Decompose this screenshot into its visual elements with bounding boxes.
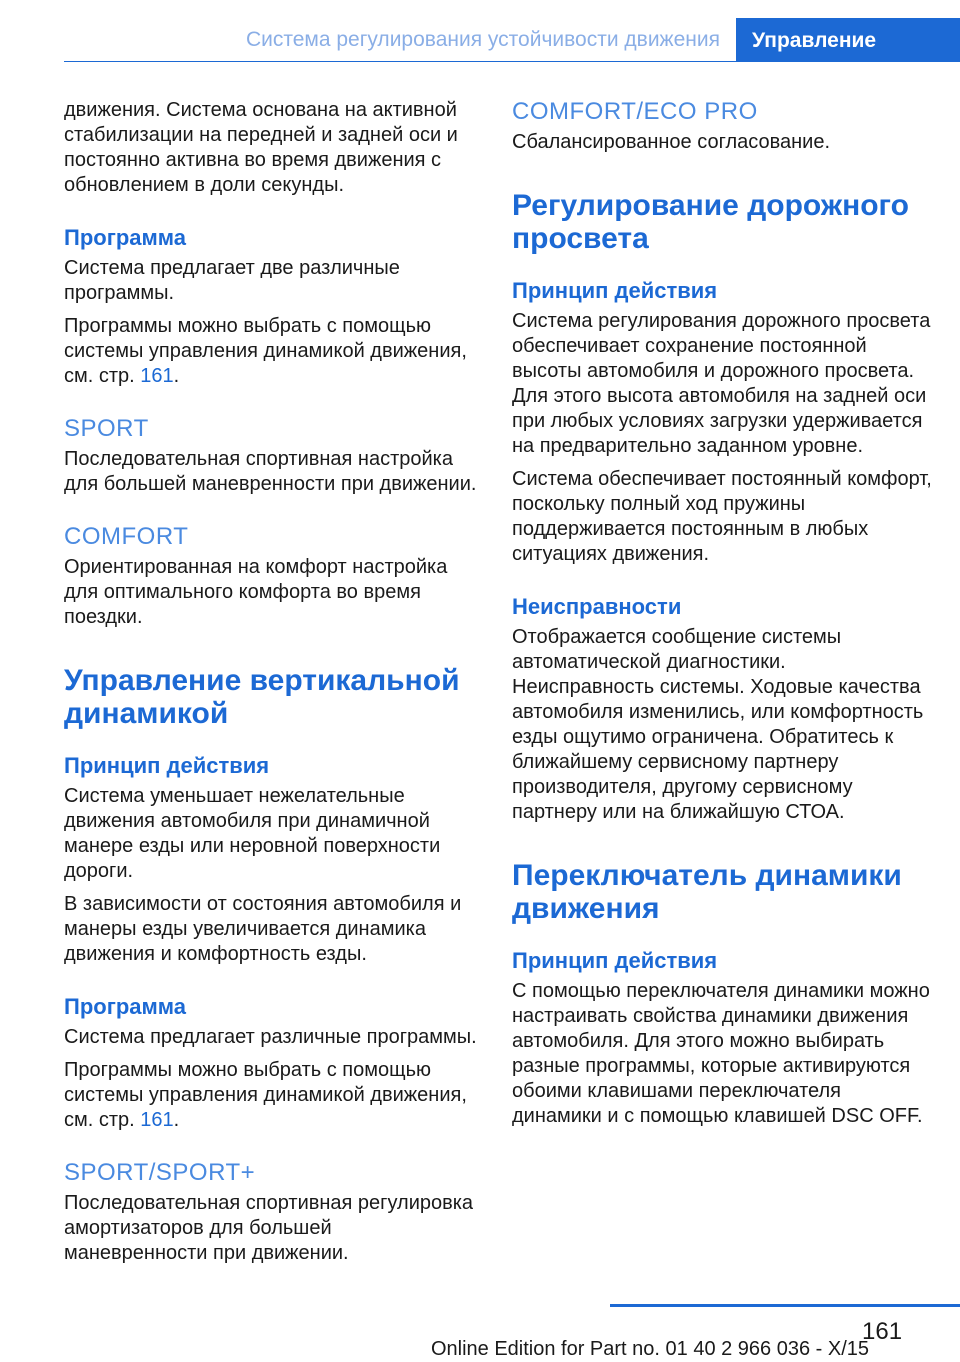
- heading-program-2: Программа: [64, 994, 187, 1019]
- principle-paragraph-1: Система уменьшает нежелательные движения автомобиля при динамичной манере езды или неровной поверхности дороги.: [64, 785, 441, 882]
- clearance-paragraph-2: Система обеспечивает постоянный комфорт, поскольку полный ход пружины поддерживается постоянным в любых ситуациях движения.: [512, 468, 932, 565]
- header-rule: [64, 61, 960, 62]
- heading-sport: SPORT: [64, 415, 149, 442]
- heading-principle-switch: Принцип действия: [512, 948, 718, 973]
- punctuation-2: .: [173, 1109, 180, 1131]
- heading-sport-plus: SPORT/SPORT+: [64, 1159, 256, 1186]
- heading-principle-right: Принцип действия: [512, 278, 718, 303]
- intro-paragraph: движения. Система основана на активной стабилизации на передней и задней оси и постоянно активна во время движения с обновлением в доли секунды.: [64, 99, 458, 196]
- principle-paragraph-2: В зависимости от состояния автомобиля и манеры езды увеличивается динамика движения и комфортность езды.: [64, 893, 462, 965]
- switch-paragraph: С помощью переключателя динамики можно настраивать свойства динамики движения автомобиля. Для этого можно выбирать разные программы, которые активируются обоими клавишами переключателя динамики и с помощью клавишей DSC OFF.: [512, 980, 930, 1127]
- punctuation: .: [173, 365, 180, 387]
- clearance-paragraph-1: Система регулирования дорожного просвета обеспечивает сохранение постоянной высоты автомобиля и дорожного просвета. Для этого высота автомобиля на задней оси при любых условиях загрузки удерживается на предварительно заданном уровне.: [512, 310, 931, 457]
- program-selection-paragraph: [64, 314, 480, 389]
- program2-selection-text: Программы можно выбрать с помощью системы управления динамикой движения, см. стр.: [64, 1059, 467, 1131]
- heading-comfort-eco-pro: COMFORT/ECO PRO: [512, 98, 758, 125]
- heading-comfort: COMFORT: [64, 523, 189, 550]
- page-link[interactable]: 161: [140, 365, 174, 387]
- program2-paragraph: Система предлагает различные программы.: [64, 1026, 477, 1048]
- chapter-tab[interactable]: [736, 18, 960, 62]
- heading-ride-height-control: Регулирование дорожного просвета: [512, 189, 909, 255]
- sport-paragraph: Последовательная спортивная настройка для большей маневренности при движении.: [64, 448, 477, 495]
- heading-principle: Принцип действия: [64, 753, 270, 778]
- left-column: [64, 98, 480, 1274]
- comfort-eco-paragraph: Сбалансированное согласование.: [512, 131, 830, 153]
- page-number: 161: [862, 1318, 903, 1345]
- chapter-tab-label: Управление: [752, 29, 877, 52]
- comfort-paragraph: Ориентированная на комфорт настройка для оптимального комфорта во время поездки.: [64, 556, 448, 628]
- footer-rule: [610, 1304, 960, 1307]
- program-paragraph: Система предлагает две различные программы.: [64, 257, 400, 304]
- program-selection-text: Программы можно выбрать с помощью системы управления динамикой движения, см. стр.: [64, 315, 467, 387]
- sport-plus-paragraph: Последовательная спортивная регулировка амортизаторов для большей маневренности при движении.: [64, 1192, 474, 1264]
- heading-program: Программа: [64, 225, 187, 250]
- heading-vertical-dynamics: Управление вертикальной динамикой: [64, 664, 460, 730]
- faults-paragraph: Отображается сообщение системы автоматической диагностики. Неисправность системы. Ходовые качества автомобиля изменились, или комфортность езды ощутимо ограничена. Обратитесь к ближайшему сервисному партнеру производителя, другому сервисному партнеру или на ближайшую СТОА.: [512, 626, 924, 823]
- page-header: [0, 0, 960, 62]
- right-column: [512, 98, 932, 1137]
- page-link-2[interactable]: 161: [140, 1109, 174, 1131]
- heading-driving-dynamics-switch: Переключатель динамики движения: [512, 859, 902, 925]
- heading-faults: Неисправности: [512, 594, 682, 619]
- section-title: Система регулирования устойчивости движения: [245, 28, 720, 51]
- edition-footer: Online Edition for Part no. 01 40 2 966 036 - X/15: [430, 1338, 870, 1360]
- program2-selection-paragraph: [64, 1058, 480, 1133]
